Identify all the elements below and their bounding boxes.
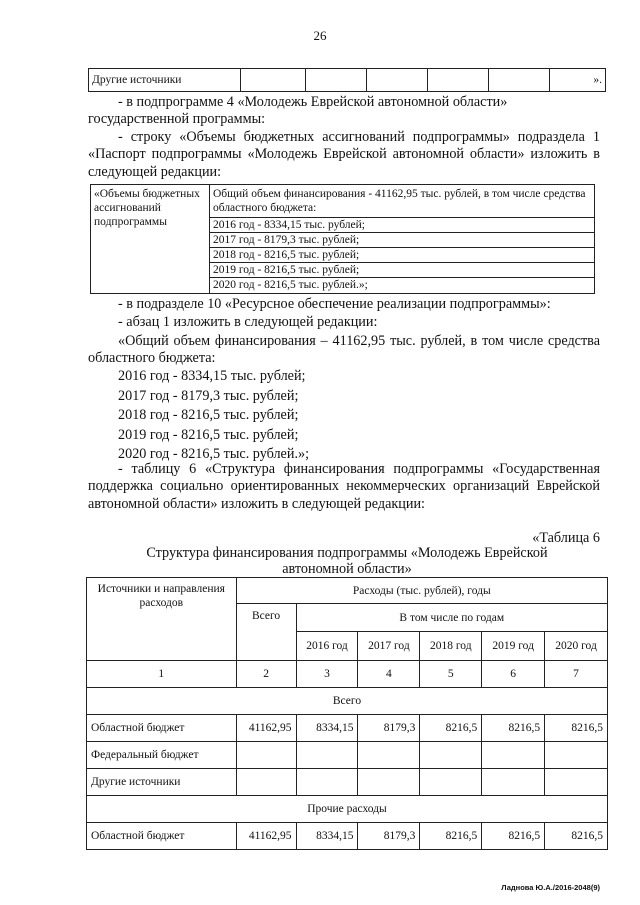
cell-value bbox=[482, 769, 545, 796]
cell-value bbox=[545, 742, 608, 769]
table-row bbox=[87, 578, 608, 604]
table-title: Структура финансирования подпрограммы «Молодежь Еврейской bbox=[146, 545, 548, 561]
passport-table bbox=[90, 184, 595, 294]
section10-line: - в подразделе 10 «Ресурсное обеспечение реализации подпрограммы»: bbox=[118, 296, 551, 312]
column-number: 3 bbox=[296, 661, 358, 688]
cell-value: 41162,95 bbox=[236, 715, 296, 742]
header-year: 2016 год bbox=[296, 632, 358, 661]
cell-value: 8216,5 bbox=[420, 715, 482, 742]
table-row bbox=[87, 823, 608, 850]
financing-structure-table bbox=[86, 577, 608, 850]
row-label: Другие источники bbox=[87, 769, 237, 796]
cell-value: 8216,5 bbox=[482, 823, 545, 850]
column-number: 2 bbox=[236, 661, 296, 688]
header-by-years: В том числе по годам bbox=[296, 604, 607, 632]
year-line: 2018 год - 8216,5 тыс. рублей; bbox=[118, 407, 299, 423]
year-line: 2019 год - 8216,5 тыс. рублей; bbox=[118, 426, 299, 443]
header-year: 2020 год bbox=[545, 632, 608, 661]
cell-value: 8216,5 bbox=[545, 715, 608, 742]
passport-year: 2018 год - 8216,5 тыс. рублей; bbox=[210, 248, 594, 263]
cell-value bbox=[358, 742, 420, 769]
header-year: 2019 год bbox=[482, 632, 545, 661]
table-row bbox=[89, 69, 606, 92]
cell-value bbox=[358, 769, 420, 796]
passport-year: 2020 год - 8216,5 тыс. рублей.»; bbox=[213, 279, 368, 291]
table-row bbox=[87, 688, 608, 715]
column-number: 4 bbox=[358, 661, 420, 688]
cell-value: 8216,5 bbox=[420, 823, 482, 850]
total-financing-paragraph: «Общий объем финансирования – 41162,95 тыс. рублей, в том числе средства областного бюджета: bbox=[88, 333, 600, 367]
source-label: Другие источники bbox=[89, 69, 241, 92]
paragraph-budget-line: - строку «Объемы бюджетных ассигнований подпрограммы» подраздела 1 «Паспорт подпрограммы «Молодежь Еврейской автономной области» изложить в следующей редакции: bbox=[88, 129, 600, 180]
header-total: Всего bbox=[236, 604, 296, 661]
cell-value bbox=[296, 769, 358, 796]
cell-value: 8216,5 bbox=[482, 715, 545, 742]
column-number: 6 bbox=[482, 661, 545, 688]
table-label: «Таблица 6 bbox=[532, 530, 600, 546]
column-number: 5 bbox=[420, 661, 482, 688]
paragraph-subprogram-4: - в подпрограмме 4 «Молодежь Еврейской автономной области» государственной программы: bbox=[88, 94, 508, 128]
year-list bbox=[118, 367, 309, 465]
column-number: 7 bbox=[545, 661, 608, 688]
cell-value bbox=[296, 742, 358, 769]
cell-value: 8179,3 bbox=[358, 715, 420, 742]
cell-value bbox=[236, 769, 296, 796]
cell-value bbox=[545, 769, 608, 796]
table-row bbox=[87, 742, 608, 769]
row-label: Областной бюджет bbox=[87, 715, 237, 742]
table-row bbox=[87, 715, 608, 742]
header-source: Источники и направления расходов bbox=[87, 578, 237, 661]
passport-year: 2019 год - 8216,5 тыс. рублей; bbox=[210, 263, 594, 278]
row-label: Федеральный бюджет bbox=[87, 742, 237, 769]
previous-table-fragment bbox=[88, 68, 606, 92]
year-line: 2016 год - 8334,15 тыс. рублей; bbox=[118, 368, 306, 384]
cell-value: 8334,15 bbox=[296, 823, 358, 850]
section10-line: - абзац 1 изложить в следующей редакции: bbox=[118, 314, 378, 330]
table-title: автономной области» bbox=[282, 561, 412, 577]
cell-value: 8334,15 bbox=[296, 715, 358, 742]
section-other: Прочие расходы bbox=[87, 796, 608, 823]
section-total: Всего bbox=[87, 688, 608, 715]
cell-value bbox=[420, 742, 482, 769]
cell-value: 8179,3 bbox=[358, 823, 420, 850]
header-year: 2017 год bbox=[358, 632, 420, 661]
passport-total: Общий объем финансирования - 41162,95 тыс. рублей, в том числе средства областного бюджета: bbox=[210, 185, 594, 218]
year-line: 2020 год - 8216,5 тыс. рублей.»; bbox=[118, 446, 310, 462]
cell-value: 41162,95 bbox=[236, 823, 296, 850]
cell-value bbox=[482, 742, 545, 769]
page-number: 26 bbox=[313, 28, 327, 43]
table-row bbox=[87, 796, 608, 823]
header-expenses: Расходы (тыс. рублей), годы bbox=[236, 578, 607, 604]
table-row bbox=[91, 185, 595, 294]
footer-code: Ладнова Ю.А./2016-2048(9) bbox=[501, 883, 600, 892]
passport-label: «Объемы бюджетных ассигнований подпрограммы bbox=[91, 185, 210, 294]
cell-value bbox=[236, 742, 296, 769]
passport-year: 2016 год - 8334,15 тыс. рублей; bbox=[210, 218, 594, 233]
cell-value bbox=[420, 769, 482, 796]
cell-value: 8216,5 bbox=[545, 823, 608, 850]
passport-year: 2017 год - 8179,3 тыс. рублей; bbox=[210, 233, 594, 248]
row-label: Областной бюджет bbox=[87, 823, 237, 850]
year-line: 2017 год - 8179,3 тыс. рублей; bbox=[118, 387, 299, 404]
header-year: 2018 год bbox=[420, 632, 482, 661]
quote-end: ». bbox=[550, 69, 606, 92]
column-number: 1 bbox=[87, 661, 237, 688]
table-row bbox=[87, 769, 608, 796]
table-row bbox=[87, 661, 608, 688]
table6-paragraph: - таблицу 6 «Структура финансирования подпрограммы «Государственная поддержка социально ориентированных некоммерческих организаций Еврейской автономной области» изложить в следующей редакции: bbox=[88, 461, 600, 512]
